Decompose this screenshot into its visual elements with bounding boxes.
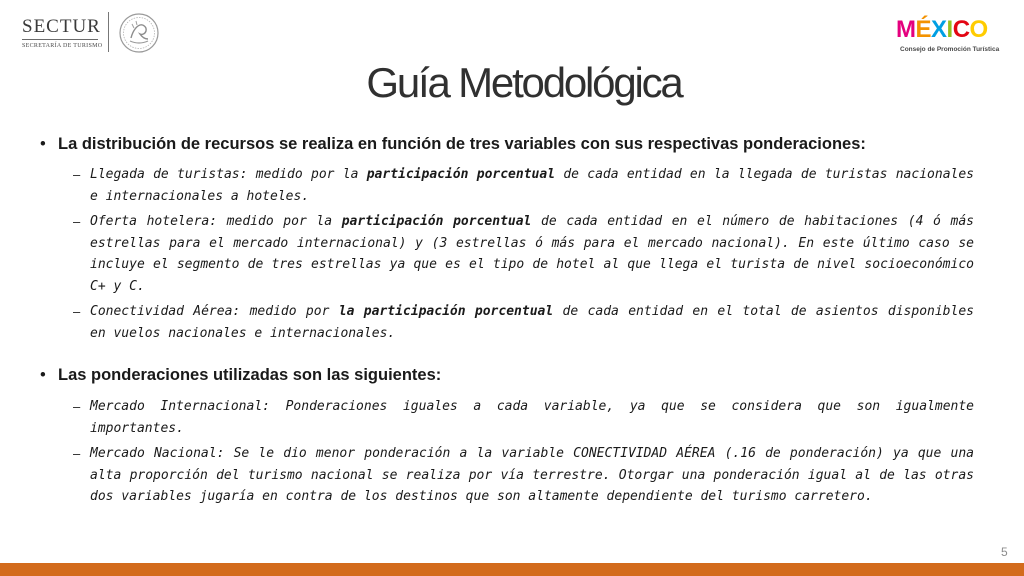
bullet-text: Las ponderaciones utilizadas son las siguientes:	[58, 366, 442, 384]
dash-marker: –	[73, 304, 81, 319]
slide-title: Guía Metodológica	[366, 59, 682, 106]
mexico-letter: X	[931, 16, 947, 43]
sub-text-post: de cada entidad en el total de asientos disponibles en vuelos nacionales e internacionales.	[90, 304, 974, 341]
bullet-text: La distribución de recursos se realiza en función de tres variables con sus respectivas ponderaciones:	[58, 135, 866, 153]
sub-text-post: de cada entidad en el número de habitaciones (4 ó más estrellas para el mercado internacional) y (3 estrellas ó más para el mercado nacional). En este último caso se incluye el segmento de tres estrellas ya que es el tipo de hotel al que llega el turista de nivel socioeconómico C+ y C.	[90, 214, 974, 294]
bullet-distribution	[40, 133, 974, 155]
dash-marker: –	[73, 399, 81, 414]
mexico-letter: O	[969, 16, 988, 43]
mexico-wordmark	[896, 16, 988, 44]
sub-text-pre: Llegada de turistas: medido por la	[90, 167, 367, 182]
sectur-name: SECTUR	[22, 16, 101, 37]
sub-bullet-hotel-supply	[73, 211, 974, 297]
dash-marker: –	[73, 167, 81, 182]
mexico-subtitle: Consejo de Promoción Turística	[900, 46, 1000, 53]
bullet-marker: •	[40, 135, 46, 153]
mexico-letter: É	[915, 16, 932, 43]
mexico-logo	[892, 16, 1002, 60]
national-seal-icon	[118, 12, 160, 54]
sectur-subtitle: SECRETARÍA DE TURISMO	[22, 43, 103, 49]
sub-bullet-international-market	[73, 396, 974, 439]
bullet-marker: •	[40, 366, 46, 384]
page-number: 5	[1001, 545, 1008, 559]
sub-text: Mercado Internacional: Ponderaciones iguales a cada variable, ya que se considera que son igualmente importantes.	[90, 399, 974, 436]
dash-marker: –	[73, 446, 81, 461]
sub-bullet-air-connectivity	[73, 301, 974, 344]
sub-text: Mercado Nacional: Se le dio menor ponderación a la variable CONECTIVIDAD AÉREA (.16 de ponderación) ya que una alta proporción del turismo nacional se realiza por vía terrestre. Otorgar una ponderación igual al de las otras dos variables jugaría en contra de los destinos que son altamente dependiente del turismo carretero.	[90, 446, 974, 504]
bottom-accent-bar	[0, 563, 1024, 576]
sub-text-bold: participación porcentual	[366, 167, 556, 182]
mexico-letter: I	[946, 16, 953, 43]
bullet-weights	[40, 364, 974, 386]
sectur-rule	[22, 39, 98, 40]
slide-content	[40, 133, 974, 508]
sub-bullet-arrivals	[73, 164, 975, 207]
logo-divider	[108, 12, 109, 52]
dash-marker: –	[73, 214, 81, 229]
mexico-letter: M	[896, 16, 916, 43]
sectur-wordmark	[22, 12, 102, 49]
sub-bullet-national-market	[73, 443, 974, 508]
mexico-letter: C	[952, 16, 970, 43]
sub-text-pre: Oferta hotelera: medido por la	[90, 214, 342, 229]
sub-text-bold: la participación porcentual	[338, 304, 554, 319]
sub-text-pre: Conectividad Aérea: medido por	[90, 304, 339, 319]
sub-text-post: de cada entidad en la llegada de turistas nacionales e internacionales a hoteles.	[90, 167, 975, 204]
sub-text-bold: participación porcentual	[341, 214, 532, 229]
sectur-logo	[22, 12, 160, 56]
